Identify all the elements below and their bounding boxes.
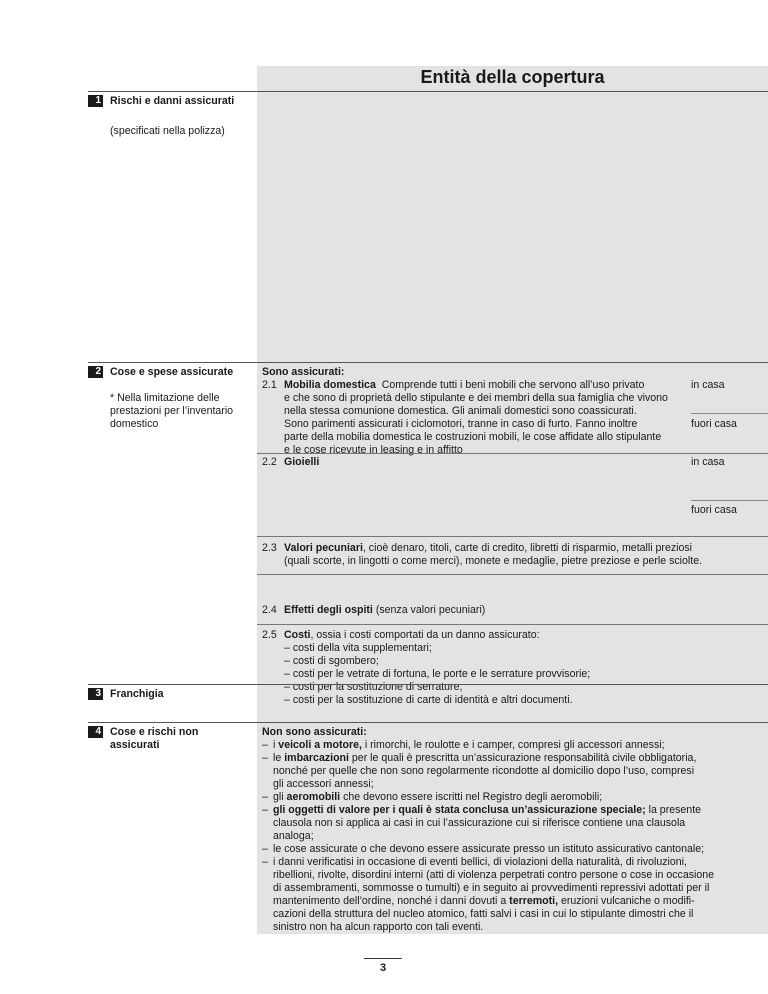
item-2-3-rule — [257, 536, 768, 537]
exclusion-line: analoga; — [273, 830, 314, 842]
exclusion-line: le cose assicurate o che devono essere assicurate presso un istituto assicurativo cantonale; — [273, 843, 705, 855]
cost-item: – costi per la sostituzione di carte di identità e altri documenti. — [284, 694, 573, 706]
page-number: 3 — [379, 962, 387, 974]
cost-item: – costi per le vetrate di fortuna, le porte e le serrature provvisorie; — [284, 668, 591, 680]
item-2-2-label: Gioielli — [284, 456, 320, 468]
exclusion-line: cazioni della struttura del nucleo atomico, fatti salvi i casi in cui lo stipulante dimostri che il — [273, 908, 694, 920]
item-2-3-line-2: (quali scorte, in lingotti o come merci), monete e medaglie, pietre preziose e perle sciolte. — [284, 555, 703, 567]
exclusions-list — [262, 739, 762, 934]
item-2-1-line-2: e che sono di proprietà dello stipulante e dei membri della sua famiglia che vivono — [284, 392, 668, 404]
section-4-rule — [88, 722, 768, 723]
item-2-5-number: 2.5 — [262, 629, 277, 641]
exclusion-item — [262, 843, 762, 856]
item-2-2-number: 2.2 — [262, 456, 277, 468]
exclusion-line: mantenimento dell’ordine, nonché i danni dovuti a terremoti, eruzioni vulcaniche o modifi- — [273, 895, 695, 907]
item-2-5-intro: Costi, ossia i costi comportati da un danno assicurato: — [284, 629, 540, 641]
section-1-title: Rischi e danni assicurati — [110, 95, 235, 107]
exclusion-line: i veicoli a motore, i rimorchi, le roulotte e i camper, compresi gli accessori annessi; — [273, 739, 665, 751]
exclusion-line: di assembramenti, sommosse o tumulti) e in seguito ai provvedimenti repressivi adottati per il — [273, 882, 710, 894]
loc-2-1-fuori-casa: fuori casa — [691, 418, 737, 430]
section-3-number: 3 — [88, 688, 103, 700]
item-2-1-number: 2.1 — [262, 379, 277, 391]
cost-item: – costi di sgombero; — [284, 655, 379, 667]
item-2-1-line-3: nella stessa comunione domestica. Gli animali domestici sono coassicurati. — [284, 405, 637, 417]
section-2-rule — [88, 362, 768, 363]
section-1-rule — [88, 91, 768, 92]
section-4-number: 4 — [88, 726, 103, 738]
item-2-5-rule — [257, 624, 768, 625]
item-2-4-number: 2.4 — [262, 604, 277, 616]
item-2-1-line-4: Sono parimenti assicurati i ciclomotori, tranne in caso di furto. Fanno inoltre — [284, 418, 638, 430]
loc-2-2-in-casa: in casa — [691, 456, 725, 468]
exclusion-line: le imbarcazioni per le quali è prescritta un’assicurazione responsabilità civile obbligatoria, — [273, 752, 697, 764]
item-2-4-rule — [257, 574, 768, 575]
section-3-rule — [88, 684, 768, 685]
section-2-note: * Nella limitazione delle prestazioni per l’inventario domestico — [110, 392, 234, 430]
exclusion-line: nonché per quelle che non sono regolarmente ricondotte al domicilio dopo l’uso, compresi — [273, 765, 695, 777]
item-2-1-line-6: e le cose ricevute in leasing e in affitto — [284, 444, 463, 456]
exclusion-item — [262, 804, 762, 843]
exclusion-line: sinistro non ha alcun rapporto con tali eventi. — [273, 921, 484, 933]
loc-2-2-fuori-casa: fuori casa — [691, 504, 737, 516]
cost-item: – costi per la sostituzione di serrature; — [284, 681, 463, 693]
list-dash: – — [262, 739, 268, 751]
section-2-number: 2 — [88, 366, 103, 378]
item-2-3-number: 2.3 — [262, 542, 277, 554]
insured-heading: Sono assicurati: — [262, 366, 345, 378]
exclusion-line: gli oggetti di valore per i quali è stata conclusa un’assicurazione speciale; la presente — [273, 804, 702, 816]
exclusion-line: gli accessori annessi; — [273, 778, 374, 790]
cost-item: – costi della vita supplementari; — [284, 642, 432, 654]
section-3-title: Franchigia — [110, 688, 164, 700]
section-2-title: Cose e spese assicurate — [110, 366, 234, 378]
item-2-2-rule — [257, 453, 768, 454]
list-dash: – — [262, 804, 268, 816]
item-2-1-line-1: Mobilia domestica Comprende tutti i beni mobili che servono all’uso privato — [284, 379, 645, 391]
section-1-note: (specificati nella polizza) — [110, 125, 225, 137]
exclusion-line: gli aeromobili che devono essere iscritti nel Registro degli aeromobili; — [273, 791, 603, 803]
exclusion-line: i danni verificatisi in occasione di eventi bellici, di violazioni della naturalità, di rivoluzioni, — [273, 856, 687, 868]
exclusion-item — [262, 856, 762, 934]
page-number-rule — [364, 958, 402, 959]
exclusion-line: ribellioni, rivolte, disordini interni (atti di violenza perpetrati contro persone o cose in occasione — [273, 869, 715, 881]
list-dash: – — [262, 791, 268, 803]
exclusion-item — [262, 752, 762, 791]
item-2-1-line-5: parte della mobilia domestica le costruzioni mobili, le cose affidate allo stipulante — [284, 431, 662, 443]
loc-2-1-divider — [691, 413, 768, 414]
item-2-3-line-1: Valori pecuniari, cioè denaro, titoli, carte di credito, libretti di risparmio, metalli preziosi — [284, 542, 693, 554]
loc-2-2-divider — [691, 500, 768, 501]
list-dash: – — [262, 856, 268, 868]
list-dash: – — [262, 752, 268, 764]
exclusion-item — [262, 739, 762, 752]
not-insured-heading: Non sono assicurati: — [262, 726, 367, 738]
list-dash: – — [262, 843, 268, 855]
loc-2-1-in-casa: in casa — [691, 379, 725, 391]
section-1-number: 1 — [88, 95, 103, 107]
exclusion-line: clausola non si applica ai casi in cui l’assicurazione cui si riferisce contiene una clausola — [273, 817, 686, 829]
section-4-title: Cose e rischi non assicurati — [110, 726, 199, 751]
exclusion-item — [262, 791, 762, 804]
page-title: Entità della copertura — [420, 67, 605, 87]
